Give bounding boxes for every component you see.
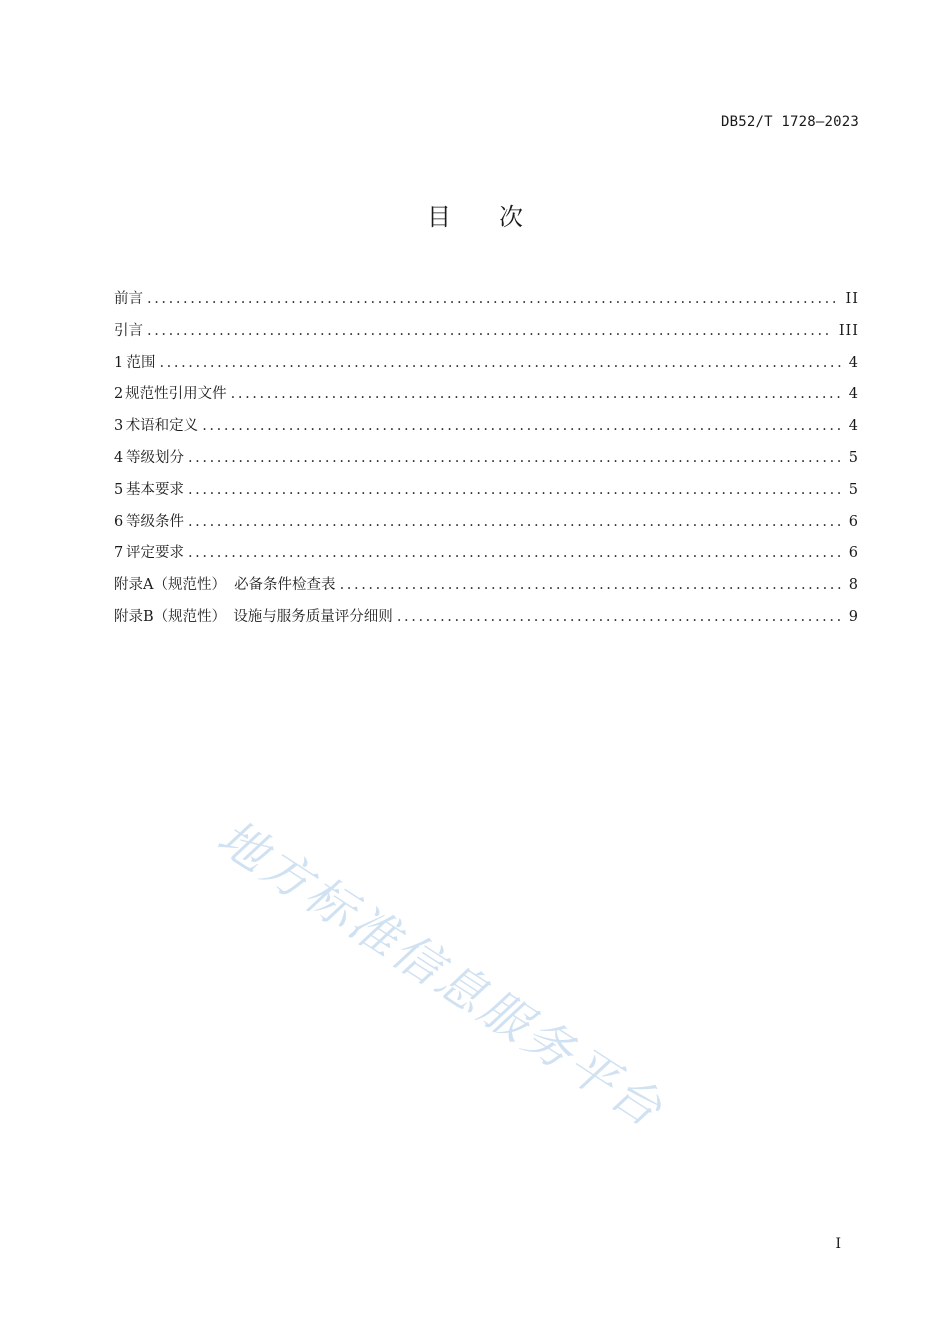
toc-entry-normative-references[interactable] <box>114 379 859 411</box>
toc-entry-page: 6 <box>848 545 859 562</box>
toc-entry-appendix-a[interactable] <box>114 570 859 602</box>
document-code: DB52/T 1728—2023 <box>720 114 859 130</box>
toc-entry-title: 前言 <box>114 291 143 307</box>
table-of-contents <box>114 284 859 634</box>
toc-entry-page: 5 <box>848 449 859 466</box>
toc-entry-title: 术语和定义 <box>125 418 199 435</box>
toc-entry-title: 引言 <box>114 322 143 339</box>
toc-leader-dots <box>397 602 843 634</box>
toc-appendix-label: 附录A（规范性） <box>114 577 226 594</box>
toc-entry-number: 5 <box>114 481 124 498</box>
toc-appendix-label: 附录B（规范性） <box>114 608 227 625</box>
toc-entry-title: 范围 <box>126 354 156 371</box>
toc-entry-page: 8 <box>848 577 859 594</box>
toc-leader-dots <box>340 570 843 602</box>
page-title <box>0 200 950 234</box>
watermark: 地方标准信息服务平台 <box>207 809 675 1140</box>
toc-entry-assessment-requirements[interactable] <box>114 538 859 570</box>
toc-entry-basic-requirements[interactable] <box>114 475 859 507</box>
toc-entry-number: 6 <box>114 513 124 530</box>
toc-entry-title: 评定要求 <box>125 545 184 562</box>
page-number: I <box>835 1236 841 1252</box>
toc-leader-dots <box>188 538 843 570</box>
toc-entry-title: 规范性引用文件 <box>125 386 227 403</box>
toc-entry-number: 7 <box>114 545 124 562</box>
toc-entry-title: 设施与服务质量评分细则 <box>233 608 393 625</box>
toc-leader-dots <box>188 475 843 507</box>
toc-entry-foreword[interactable] <box>114 284 859 316</box>
toc-leader-dots <box>147 284 840 316</box>
toc-entry-terms-definitions[interactable] <box>114 411 859 443</box>
toc-entry-page: 4 <box>848 386 859 403</box>
toc-leader-dots <box>202 411 843 443</box>
toc-entry-scope[interactable] <box>114 348 859 380</box>
page-title-char-2: 次 <box>499 203 523 231</box>
toc-entry-page: III <box>838 322 859 339</box>
toc-entry-page: 4 <box>848 354 859 371</box>
toc-entry-page: 9 <box>848 608 859 625</box>
toc-entry-number: 4 <box>114 449 124 466</box>
toc-entry-page: 6 <box>848 513 859 530</box>
toc-entry-grade-conditions[interactable] <box>114 507 859 539</box>
toc-entry-page: 5 <box>848 481 859 498</box>
toc-leader-dots <box>188 507 843 539</box>
toc-leader-dots <box>188 443 843 475</box>
page-title-char-1: 目 <box>427 203 451 231</box>
toc-entry-number: 3 <box>114 418 124 435</box>
toc-leader-dots <box>231 379 843 411</box>
toc-entry-page: II <box>845 291 859 307</box>
toc-leader-dots <box>147 316 833 348</box>
toc-entry-title: 基本要求 <box>125 481 184 498</box>
toc-entry-introduction[interactable] <box>114 316 859 348</box>
toc-leader-dots <box>159 348 842 380</box>
toc-entry-page: 4 <box>848 418 859 435</box>
toc-entry-appendix-b[interactable] <box>114 602 859 634</box>
toc-entry-title: 等级划分 <box>125 449 184 466</box>
toc-entry-title: 等级条件 <box>125 513 184 530</box>
toc-entry-number: 2 <box>114 386 124 403</box>
toc-entry-grade-classification[interactable] <box>114 443 859 475</box>
toc-entry-title: 必备条件检查表 <box>234 577 336 594</box>
toc-entry-number: 1 <box>114 354 124 371</box>
